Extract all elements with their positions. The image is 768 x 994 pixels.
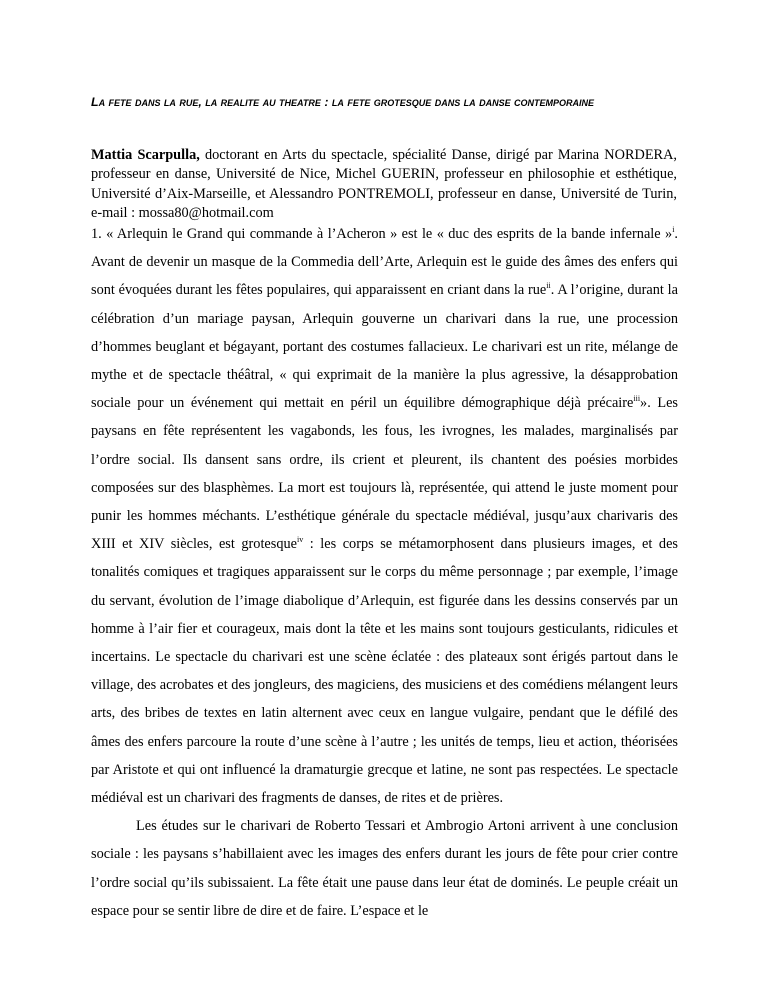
endnote-ref[interactable]: iv xyxy=(296,535,304,545)
paragraph-1-text: ». Les paysans en fête représentent les vagabonds, les fous, les ivrognes, les malades, marginalisés par l’ordre social. Ils dansent sans ordre, ils crient et pleurent, ils chantent des poésies morbides composées sur des blasphèmes. La mort est toujours là, représentée, qui attend le juste moment pour punir les hommes méchants. L’esthétique générale du spectacle médiéval, jusqu’aux charivaris des XIII et XIV siècles, est grotesque xyxy=(91,395,678,553)
author-block xyxy=(91,146,677,223)
paragraph-1-text: 1. « Arlequin le Grand qui commande à l’Acheron » est le « duc des esprits de la bande infernale » xyxy=(91,226,673,242)
author-name: Mattia Scarpulla, xyxy=(91,147,200,163)
paragraph-1-text: . A l’origine, durant la célébration d’un mariage paysan, Arlequin gouverne un charivari dans la rue, une procession d’hommes beuglant et bégayant, portant des costumes fallacieux. Le charivari est un rite, mélange de mythe et de spectacle théâtral, « qui exprimait de la manière la plus agressive, la désapprobation sociale pour un événement qui mettait en péril un équilibre démographique déjà précaire xyxy=(91,282,678,412)
author-details: doctorant en Arts du spectacle, spécialité Danse, dirigé par Marina NORDERA, professeur en danse, Université de Nice, Michel GUERIN, professeur en philosophie et esthétique, Université d’Aix-Marseille, et Alessandro PONTREMOLI, professeur en danse, Université de Turin, e-mail : mossa80@hotmail.com xyxy=(91,147,677,221)
endnote-ref[interactable]: iii xyxy=(633,394,641,404)
article-title: La fete dans la rue, la realite au theatre : la fete grotesque dans la danse contemporaine xyxy=(91,95,595,109)
endnote-ref[interactable]: i xyxy=(672,225,675,234)
body-text xyxy=(91,220,678,925)
endnote-ref[interactable]: ii xyxy=(546,281,551,291)
paragraph-1 xyxy=(91,220,678,812)
paragraph-2: Les études sur le charivari de Roberto Tessari et Ambrogio Artoni arrivent à une conclusion sociale : les paysans s’habillaient avec les images des enfers durant les jours de fête pour crier contre l’ordre social qu’ils subissaient. La fête était une pause dans leur état de dominés. Le peuple créait un espace pour se sentir libre de dire et de faire. L’espace et le xyxy=(91,818,678,919)
paragraph-1-text: : les corps se métamorphosent dans plusieurs images, et des tonalités comiques et tragiques apparaissent sur le corps du même personnage ; par exemple, l’image du servant, évolution de l’image diabolique d’Arlequin, est figurée dans les dessins conservés par un homme à l’air fier et courageux, mais dont la tête et les mains sont toujours gesticulants, ridicules et incertains. Le spectacle du charivari est une scène éclatée : des plateaux sont érigés partout dans le village, des acrobates et des jongleurs, des magiciens, des musiciens et des comédiens mélangent leurs arts, des bribes de textes en latin alternent avec ceux en langue vulgaire, pendant que le défilé des âmes des enfers parcoure la route d’une scène à l’autre ; les unités de temps, lieu et action, théorisées par Aristote et qui ont influencé la dramaturgie grecque et latine, ne sont pas respectées. Le spectacle médiéval est un charivari des fragments de danses, de rites et de prières. xyxy=(91,536,678,807)
paragraph-1-text: . Avant de devenir un masque de la Commedia dell’Arte, Arlequin est le guide des âmes des enfers qui sont évoquées durant les fêtes populaires, qui apparaissent en criant dans la rue xyxy=(91,226,678,299)
